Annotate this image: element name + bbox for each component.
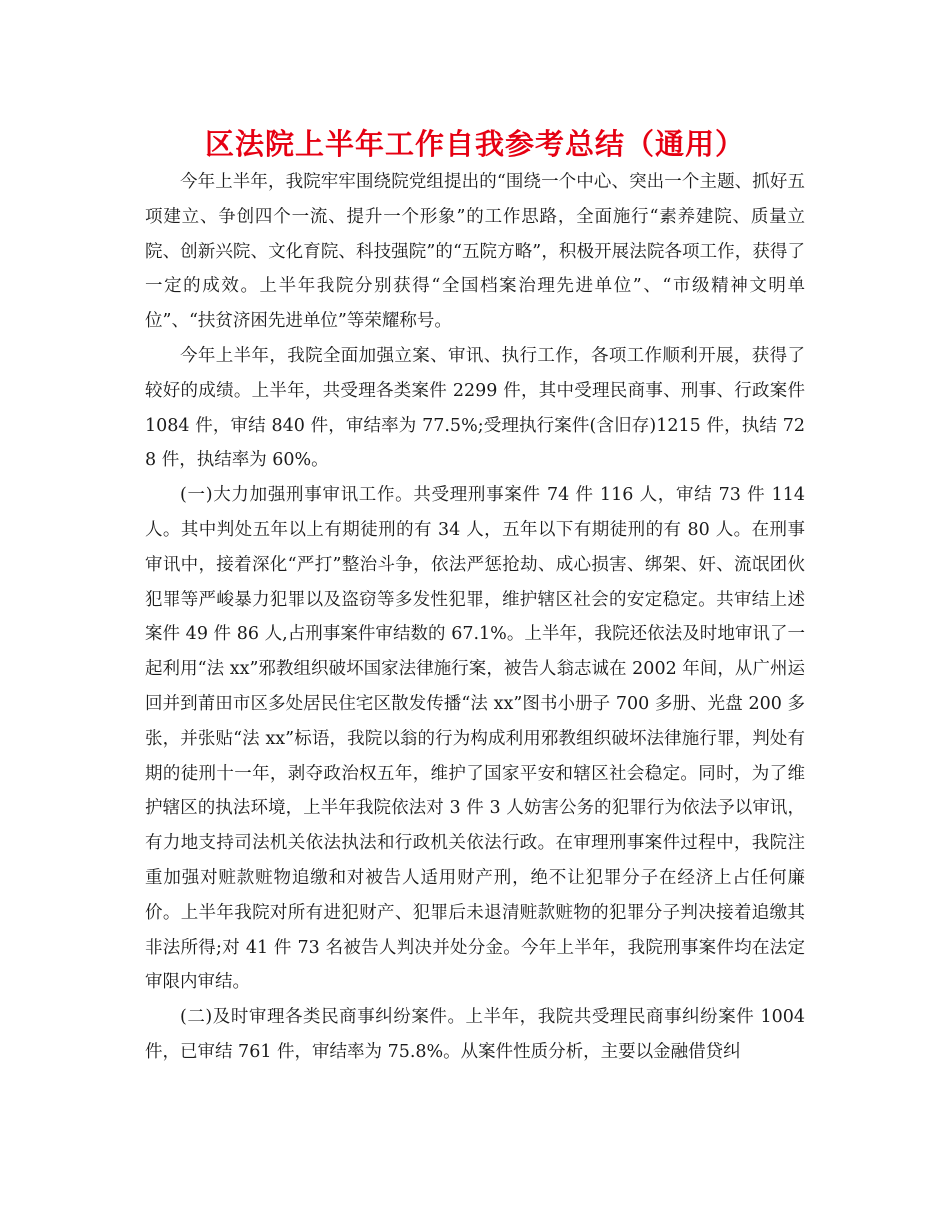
document-title: 区法院上半年工作自我参考总结（通用） [204, 127, 745, 161]
paragraph-intro: 今年上半年，我院牢牢围绕院党组提出的“围绕一个中心、突出一个主题、抓好五项建立、争创四个一流、提升一个形象”的工作思路，全面施行“素养建院、质量立院、创新兴院、文化育院、科技强院”的“五院方略”，积极开展法院各项工作，获得了一定的成效。上半年我院分别获得“全国档案治理先进单位”、“市级精神文明单位”、“扶贫济困先进单位”等荣耀称号。 [145, 172, 805, 332]
paragraph-criminal-trials: (一)大力加强刑事审讯工作。共受理刑事案件 74 件 116 人，审结 73 件 114 人。其中判处五年以上有期徒刑的有 34 人，五年以下有期徒刑的有 80 人。在刑事审讯中，接着深化“严打”整治斗争，依法严惩抢劫、成心损害、绑架、奸、流氓团伙犯罪等严峻暴力犯罪以及盗窃等多发性犯罪，维护辖区社会的安定稳定。共审结上述案件 49 件 86 人,占刑事案件审结数的 67.1%。上半年，我院还依法及时地审讯了一起利用“法 xx”邪教组织破坏国家法律施行案，被告人翁志诚在 2002 年间，从广州运回并到莆田市区多处居民住宅区散发传播“法 xx”图书小册子 700 多册、光盘 200 多张，并张贴“法 xx”标语，我院以翁的行为构成利用邪教组织破坏法律施行罪，判处有期的徒刑十一年，剥夺政治权五年，维护了国家平安和辖区社会稳定。同时，为了维护辖区的执法环境，上半年我院依法对 3 件 3 人妨害公务的犯罪行为依法予以审讯，有力地支持司法机关依法执法和行政机关依法行政。在审理刑事案件过程中，我院注重加强对赃款赃物追缴和对被告人适用财产刑，绝不让犯罪分子在经济上占任何廉价。上半年我院对所有进犯财产、犯罪后未退清赃款赃物的犯罪分子判决接着追缴其非法所得;对 41 件 73 名被告人判决并处分金。今年上半年，我院刑事案件均在法定审限内审结。 [145, 485, 805, 993]
document-body [145, 165, 805, 1070]
paragraph-overview: 今年上半年，我院全面加强立案、审讯、执行工作，各项工作顺利开展，获得了较好的成绩。上半年，共受理各类案件 2299 件，其中受理民商事、刑事、行政案件 1084 件，审结 840 件，审结率为 77.5%;受理执行案件(含旧存)1215 件，执结 728 件，执结率为 60%。 [145, 345, 805, 471]
paragraph-civil-disputes: (二)及时审理各类民商事纠纷案件。上半年，我院共受理民商事纠纷案件 1004 件，已审结 761 件，审结率为 75.8%。从案件性质分析，主要以金融借贷纠 [145, 1007, 805, 1062]
